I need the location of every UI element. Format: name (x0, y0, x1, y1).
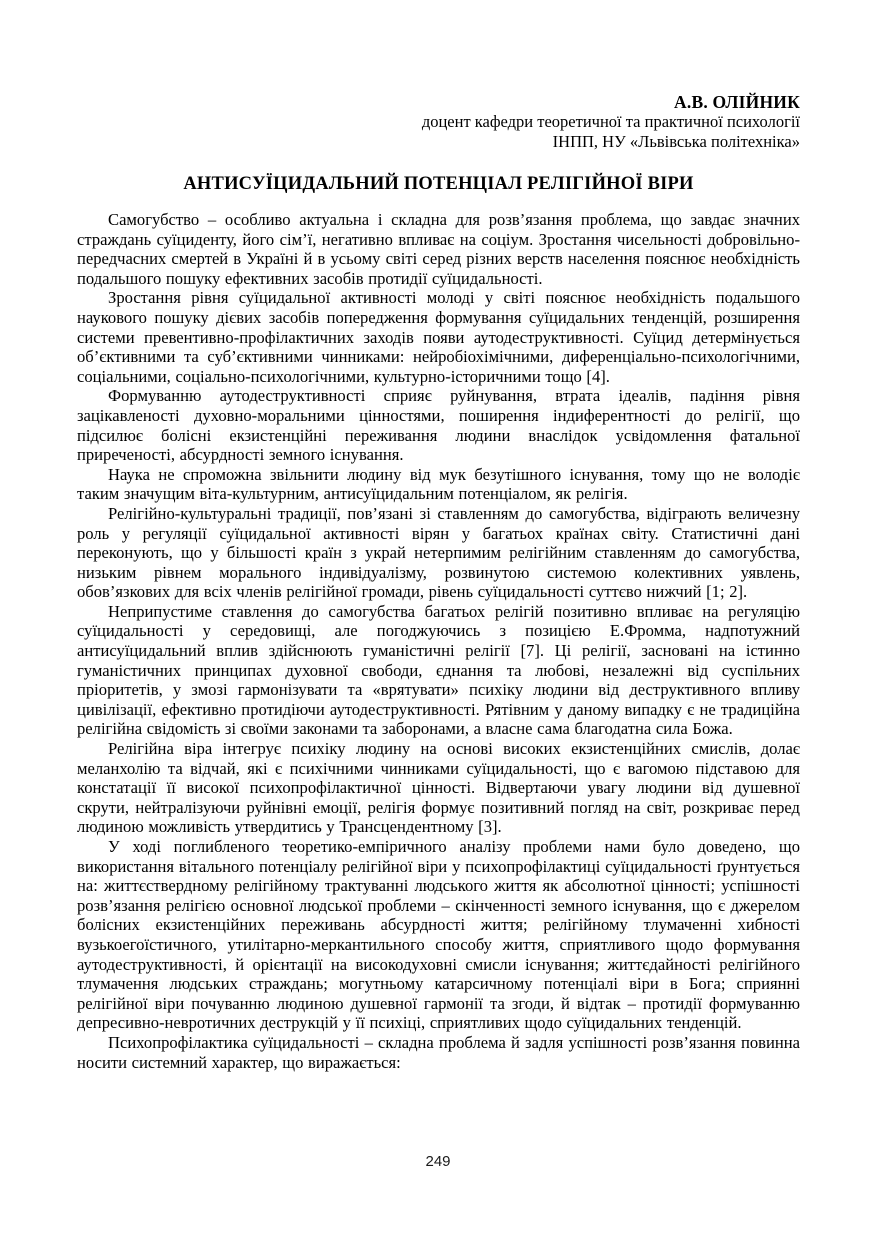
paragraph-psychoprophylaxis-systemic: Психопрофілактика суїцидальності – складна проблема й задля успішності розв’язання повинна носити системний характер, що виражається: (77, 1032, 800, 1072)
paragraph-faith-integrates-psyche: Релігійна віра інтегрує психіку людину на основі високих екзистенційних смислів, долає меланхолію та відчай, які є психічними чинниками суїцидальності, що є вагомою підставою для констатації її високої психопрофілактичної цінності. Відвертаючи увагу людини від душевної скрути, нейтралізуючи руйнівні емоції, релігія формує позитивний погляд на світ, розкриває перед людиною можливість утвердитись у Трансцендентному [3]. (77, 739, 800, 837)
paragraph-autodestruction-formation: Формуванню аутодеструктивності сприяє руйнування, втрата ідеалів, падіння рівня зацікавленості духовно-моральними цінностями, поширення індиферентності до релігії, що підсилює болісні екзистенційні переживання людини внаслідок усвідомлення фатальної приреченості, абсурдності земного існування. (77, 386, 800, 465)
paragraph-intro: Самогубство – особливо актуальна і складна для розв’язання проблема, що завдає значних страждань суїциденту, його сім’ї, негативно впливає на соціум. Зростання чисельності добровільно-передчасних смертей в Україні й в усьому світі серед різних верств населення пояснює необхідність подальшого пошуку ефективних засобів протидії суїцидальності. (77, 210, 800, 288)
article-body (77, 210, 800, 1072)
page-content (77, 92, 800, 1072)
paragraph-science-limits: Наука не спроможна звільнити людину від мук безутішного існування, тому що не володіє таким значущим віта-культурним, антисуїцидальним потенціалом, як релігія. (77, 464, 800, 504)
article-title: АНТИСУЇЦИДАЛЬНИЙ ПОТЕНЦІАЛ РЕЛІГІЙНОЇ ВІРИ (183, 174, 694, 194)
page-number: 249 (425, 1153, 451, 1170)
paragraph-theoretical-empirical-analysis: У ході поглибленого теоретико-емпіричного аналізу проблеми нами було доведено, що використання вітального потенціалу релігійної віри у психопрофілактиці суїцидальності ґрунтується на: життєствердному релігійному трактуванні людського життя як абсолютної цінності; успішності розв’язання релігією основної людської проблеми – скінченності земного існування, що є джерелом болісних екзистенційних переживань абсурдності життя; релігійному тлумаченні хибності вузькоегоїстичного, утилітарно-меркантильного способу життя, сприятливого щодо формування аутодеструктивності, й орієнтації на високодуховні смисли існування; життєдайності релігійного тлумачення людських страждань; могутньому катарсичному потенціалі віри в Бога; сприянні релігійної віри почуванню людиною душевної гармонії та згоди, й відтак – протидії формуванню депресивно-невротичних деструкцій у її психіці, сприятливих щодо суїцидальних тенденцій. (77, 837, 800, 1033)
paragraph-humanistic-religions: Неприпустиме ставлення до самогубства багатьох релігій позитивно впливає на регуляцію суїцидальності у середовищі, але погоджуючись з позицією Е.Фромма, надпотужний антисуїцидальний вплив здійснюють гуманістичні релігії [7]. Ці релігії, засновані на істинно гуманістичних принципах духовної свободи, єднання та любові, незалежні від суспільних пріоритетів, у змозі гармонізувати та «врятувати» психіку людини від деструктивного впливу цивілізації, ефективно протидіючи аутодеструктивності. Рятівним у даному випадку є не традиційна релігійна свідомість зі своїми законами та заборонами, а власне сама благодатна сила Божа. (77, 601, 800, 739)
author-header (77, 92, 800, 152)
paragraph-youth-suicide-activity: Зростання рівня суїцидальної активності молоді у світі пояснює необхідність подальшого наукового пошуку дієвих засобів попередження формування суїцидальних тенденцій, розширення системи превентивно-профілактичних заходів появи аутодеструктивності. Суїцид детермінується об’єктивними та суб’єктивними чинниками: нейробіохімічними, диференціально-психологічними, соціальними, соціально-психологічними, культурно-історичними тощо [4]. (77, 288, 800, 386)
affiliation-line-1: доцент кафедри теоретичної та практичної психології (421, 112, 800, 131)
paragraph-religious-cultural-traditions: Релігійно-культуральні традиції, пов’язані зі ставленням до самогубства, відіграють величезну роль у регуляції суїцидальної активності вірян у багатьох країнах світу. Статистичні дані переконують, що у більшості країн з украй нетерпимим релігійним ставленням до самогубства, низьким рівнем морального індивідуалізму, розвинутою системою колективних уявлень, обов’язкових для всіх членів релігійної громади, рівень суїцидальності суттєво нижчий [1; 2]. (77, 503, 800, 602)
author-byline: А.В. ОЛІЙНИК (674, 92, 800, 112)
affiliation-line-2: ІНПП, НУ «Львівська політехніка» (552, 132, 800, 151)
